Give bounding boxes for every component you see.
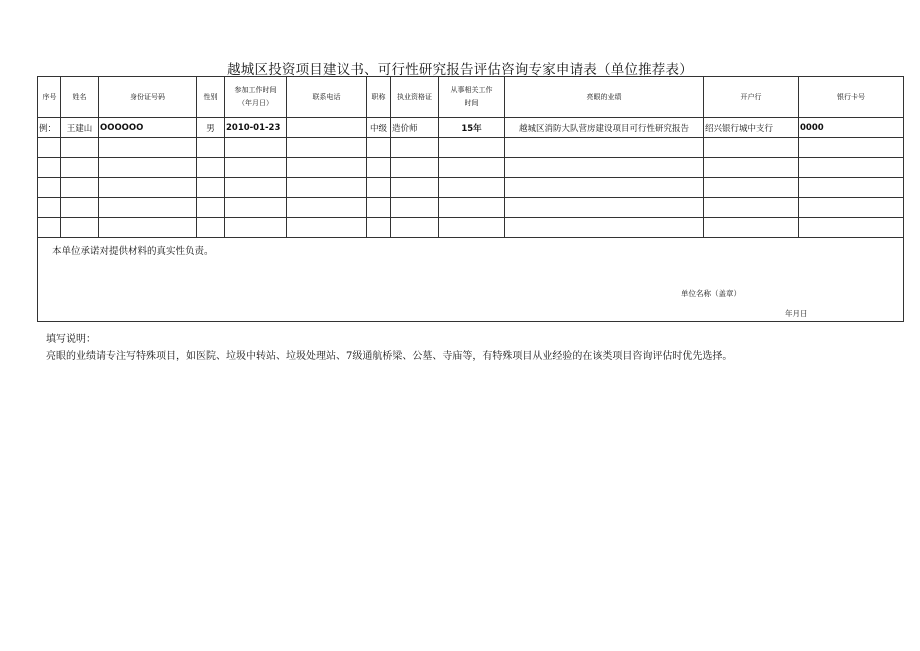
example-gender: 男 xyxy=(197,118,225,138)
example-title: 中级 xyxy=(367,118,391,138)
header-work-start-line1: 参加工作时间 xyxy=(234,86,277,94)
header-gender: 性别 xyxy=(197,77,225,118)
header-years-line1: 从事相关工作 xyxy=(450,86,493,94)
header-qualification: 执业资格证 xyxy=(391,77,439,118)
example-work-start: 2010-01-23 xyxy=(225,118,287,138)
header-phone: 联系电话 xyxy=(287,77,367,118)
example-row xyxy=(38,118,904,138)
example-years: 15年 xyxy=(439,118,505,138)
table-row xyxy=(38,138,904,158)
header-card: 银行卡号 xyxy=(799,77,904,118)
application-table xyxy=(37,76,904,322)
notes-text: 亮眼的业绩请专注写特殊项目，如医院、垃圾中转站、垃圾处理站、7级通航桥梁、公墓、寺庙等，有特殊项目从业经验的在该类项目咨询评估时优先选择。 xyxy=(46,351,733,362)
notes-heading: 填写说明： xyxy=(46,334,96,345)
header-years xyxy=(439,77,505,118)
header-work-start xyxy=(225,77,287,118)
header-title: 职称 xyxy=(367,77,391,118)
table-row xyxy=(38,218,904,238)
header-row xyxy=(38,77,904,118)
table-row xyxy=(38,158,904,178)
header-work-start-line2: （年月日） xyxy=(238,99,273,107)
example-card: 0000 xyxy=(799,118,904,138)
date-label: 年月日 xyxy=(785,309,808,318)
footer-cell xyxy=(38,238,904,322)
example-name: 王建山 xyxy=(61,118,99,138)
example-achievements: 越城区消防大队营房建设项目可行性研究报告 xyxy=(505,118,704,138)
example-id-number: OOOOOO xyxy=(99,118,197,138)
example-phone xyxy=(287,118,367,138)
pledge-text: 本单位承诺对提供材料的真实性负责。 xyxy=(52,246,214,257)
header-seq: 序号 xyxy=(38,77,61,118)
table-row xyxy=(38,198,904,218)
header-achievements: 亮眼的业绩 xyxy=(505,77,704,118)
header-bank: 开户行 xyxy=(704,77,799,118)
form-title: 越城区投资项目建议书、可行性研究报告评估咨询专家申请表（单位推荐表） xyxy=(227,62,693,78)
example-bank: 绍兴银行城中支行 xyxy=(704,118,799,138)
footer-row xyxy=(38,238,904,322)
example-qualification: 造价师 xyxy=(391,118,439,138)
header-name: 姓名 xyxy=(61,77,99,118)
example-seq: 例： xyxy=(38,118,61,138)
unit-seal-label: 单位名称（盖章） xyxy=(681,289,741,298)
header-years-line2: 时间 xyxy=(464,99,479,107)
header-id-number: 身份证号码 xyxy=(99,77,197,118)
table-row xyxy=(38,178,904,198)
